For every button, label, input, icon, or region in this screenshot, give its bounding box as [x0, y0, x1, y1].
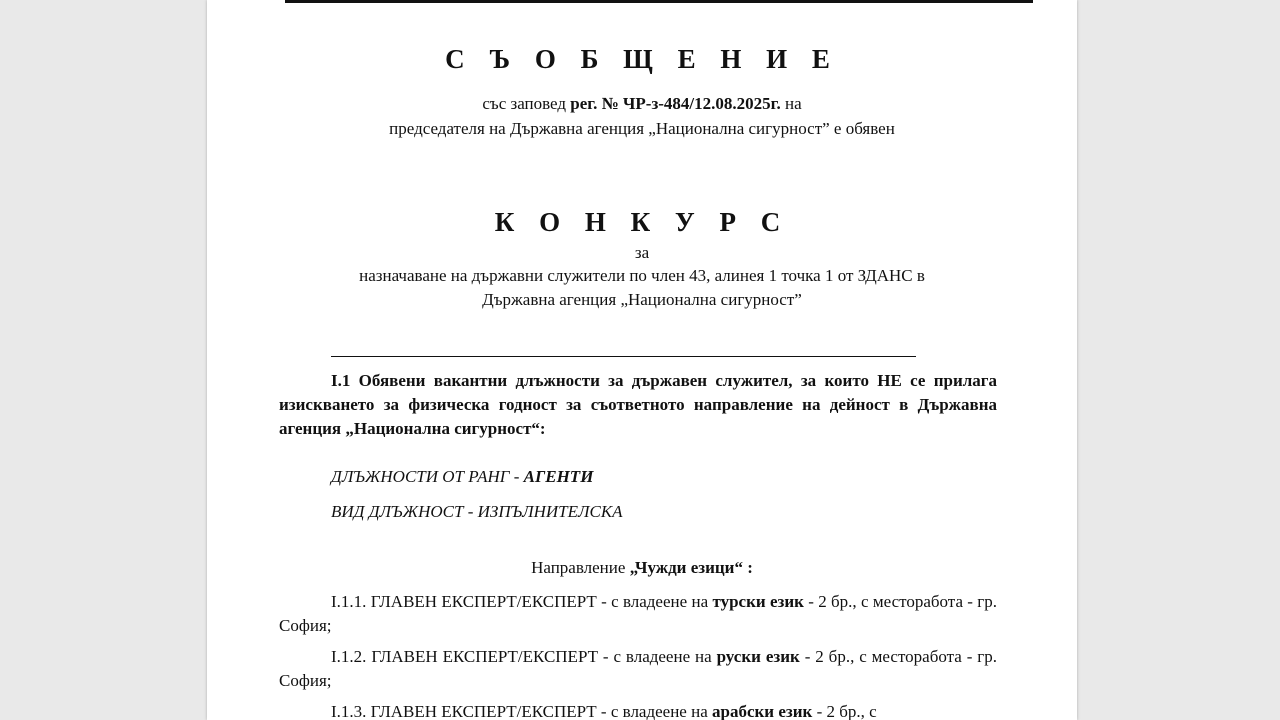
- announcement-title: С Ъ О Б Щ Е Н И Е: [445, 44, 839, 74]
- rank-prefix: ДЛЪЖНОСТИ ОТ РАНГ -: [331, 467, 524, 486]
- separator-line: [331, 356, 916, 357]
- competition-title: К О Н К У Р С: [494, 207, 790, 237]
- item-suffix: - 2 бр., с месторабота - гр. София;: [279, 647, 997, 690]
- document-page: [207, 0, 1077, 720]
- order-prefix: със заповед: [482, 94, 571, 113]
- order-suffix: на: [780, 94, 802, 113]
- order-line: [207, 94, 1077, 114]
- item-language: турски език: [712, 592, 804, 611]
- competition-za: за: [634, 243, 650, 262]
- item-prefix: I.1.3. ГЛАВЕН ЕКСПЕРТ/ЕКСПЕРТ - с владеене на: [331, 702, 712, 720]
- item-prefix: I.1.1. ГЛАВЕН ЕКСПЕРТ/ЕКСПЕРТ - с владеене на: [331, 592, 713, 611]
- rank-line: [331, 467, 593, 487]
- item-suffix: - 2 бр., с месторабота - гр. София;: [279, 592, 997, 635]
- top-rule: [285, 0, 1033, 3]
- direction-prefix: Направление: [531, 558, 630, 577]
- item-language: руски език: [716, 647, 800, 666]
- item-suffix: - 2 бр., с: [812, 702, 877, 720]
- direction-line: [207, 558, 1077, 578]
- list-item: [279, 590, 997, 638]
- order-reg-number: рег. № ЧР-з-484/12.08.2025г.: [570, 94, 781, 113]
- direction-value: „Чужди езици“ :: [629, 558, 753, 577]
- order-line-2: председателя на Държавна агенция „Национална сигурност” е обявен: [389, 119, 895, 138]
- rank-value: АГЕНТИ: [523, 467, 594, 486]
- list-item: [279, 645, 997, 693]
- competition-line-1: назначаване на държавни служители по член 43, алинея 1 точка 1 от ЗДАНС в: [359, 266, 925, 285]
- section-title: I.1 Обявени вакантни длъжности за държавен служител, за които НЕ се прилага изискването за физическа годност за съответното направление на дейност в Държавна агенция „Национална сигурност“:: [279, 371, 997, 438]
- item-language: арабски език: [712, 702, 813, 720]
- competition-line-2: Държавна агенция „Национална сигурност”: [482, 290, 802, 309]
- kind-line: ВИД ДЛЪЖНОСТ - ИЗПЪЛНИТЕЛСКА: [331, 502, 623, 521]
- list-item: [279, 700, 997, 720]
- item-prefix: I.1.2. ГЛАВЕН ЕКСПЕРТ/ЕКСПЕРТ - с владеене на: [331, 647, 717, 666]
